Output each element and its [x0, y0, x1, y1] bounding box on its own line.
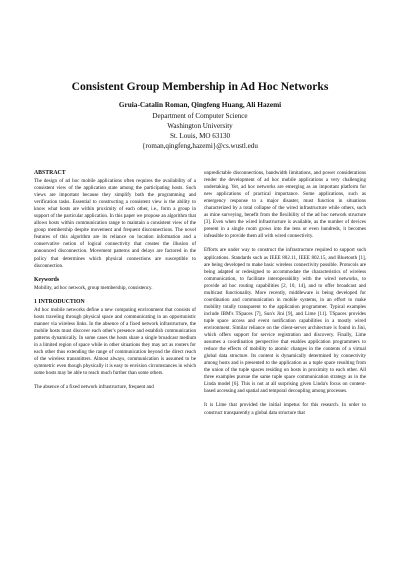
body-paragraph-1: unpredictable disconnections, bandwidth limitations, and power considerations render the development of ad hoc mobile applications a very challenging undertaking. Yet, ad hoc networks are emerging as an important platform for new applications of practical importance. Some applications, such as emergency response to a major disaster, must function in situations characterized by a total collapse of the wired infrastructure while others, such as mine surveying, benefit from the flexibility of the ad hoc network structure [3]. Even when the wired infrastructure is available, as the number of devices present in a single room grows into the tens or even hundreds, it becomes infeasible to provide them all with wired connectivity.	[204, 170, 366, 240]
paper-title: Consistent Group Membership in Ad Hoc Networks	[71, 80, 329, 93]
left-column	[34, 170, 196, 391]
body-paragraph-2: Efforts are under way to construct the infrastructure required to support such applications. Standards such as IEEE 802.11, IEEE 802.15, and Bluetooth [1], are being developed to make basic wireless connectivity possible. Protocols are being adapted or redesigned to accommodate the characteristics of wireless communication, to facilitate interoperability with the wired networks, to provide ad hoc routing capabilities [2, 10, 14], and to offer broadcast and multicast functionality. More recently, middleware is being developed for coordination and communication in mobile systems, in an effort to make mobility totally transparent to the application programmer. Typical examples include IBM's TSpaces [7], Sun's Jini [9], and Lime [11]. TSpaces provides tuple space access and event notification capabilities in a mostly wired environment. Similar reliance on the client-server architecture is found in Jini, which offers support for service registration and discovery. Finally, Lime assumes a coordination perspective that enables application programmers to reduce the effects of mobility to atomic changes in the contents of a virtual global data structure. Its content is dynamically determined by connectivity among hosts and is presented to the application as a tuple space resulting from the union of the tuple spaces residing on hosts in proximity to each other. All three examples pursue the same tuple space communication strategy as in the Linda model [6]. This is not at all surprising given Linda's focus on content-based accessing and spatial and temporal decoupling among processes.	[204, 247, 366, 395]
body-paragraph-3: It is Lime that provided the initial impetus for this research. In order to construct transparently a global data structure that	[204, 402, 366, 416]
right-column	[204, 170, 366, 417]
affiliation-block	[0, 111, 400, 151]
keywords-text: Mobility, ad hoc network, group membership, consistency.	[34, 284, 153, 291]
keywords-heading: Keywords	[34, 276, 60, 283]
introduction-paragraph-2: The absence of a fixed network infrastructure, frequent and	[34, 384, 154, 391]
affiliation-department: Department of Computer Science	[152, 112, 248, 120]
affiliation-university: Washington University	[167, 122, 233, 130]
abstract-text: The design of ad hoc mobile applications often requires the availability of a consistent view of the application state among the participating hosts. Such views are important because they simplify both the programming and verification tasks. Essential to constructing a consistent view is the ability to know what hosts are within proximity of each other, i.e., form a group in support of the particular application. In this paper we propose an algorithm that allows hosts within communication range to maintain a consistent view of the group membership despite movement and frequent disconnections. The novel features of this algorithm are its reliance on location information and a conservative notion of logical connectivity that creates the illusion of announced disconnection. Movement patterns and delays are factored in the policy that determines which physical connections are susceptible to disconnection.	[34, 178, 196, 269]
introduction-heading: 1 INTRODUCTION	[34, 298, 85, 305]
introduction-paragraph-1: Ad hoc mobile networks define a new computing environment that consists of hosts traveling through physical space and communicating in an opportunistic manner via wireless links. In the absence of a fixed network infrastructure, the mobile hosts must discover each other's presence and establish communication patterns dynamically. In some cases the hosts share a single broadcast medium in a limited region of space while in other situations they may act as routers for each other thus extending the range of communication beyond the direct reach of the wireless transmitters. Almost always, communication is assumed to be symmetric even though physically it is easy to envision circumstances in which some hosts may be able to reach much further than some others.	[34, 306, 196, 377]
affiliation-emails: {roman,qingfeng,hazemi}@cs.wustl.edu	[142, 142, 258, 150]
author-list: Gruia-Catalin Roman, Qingfeng Huang, Ali Hazemi	[118, 100, 282, 109]
abstract-heading: ABSTRACT	[34, 170, 66, 176]
affiliation-address: St. Louis, MO 63130	[169, 132, 231, 140]
